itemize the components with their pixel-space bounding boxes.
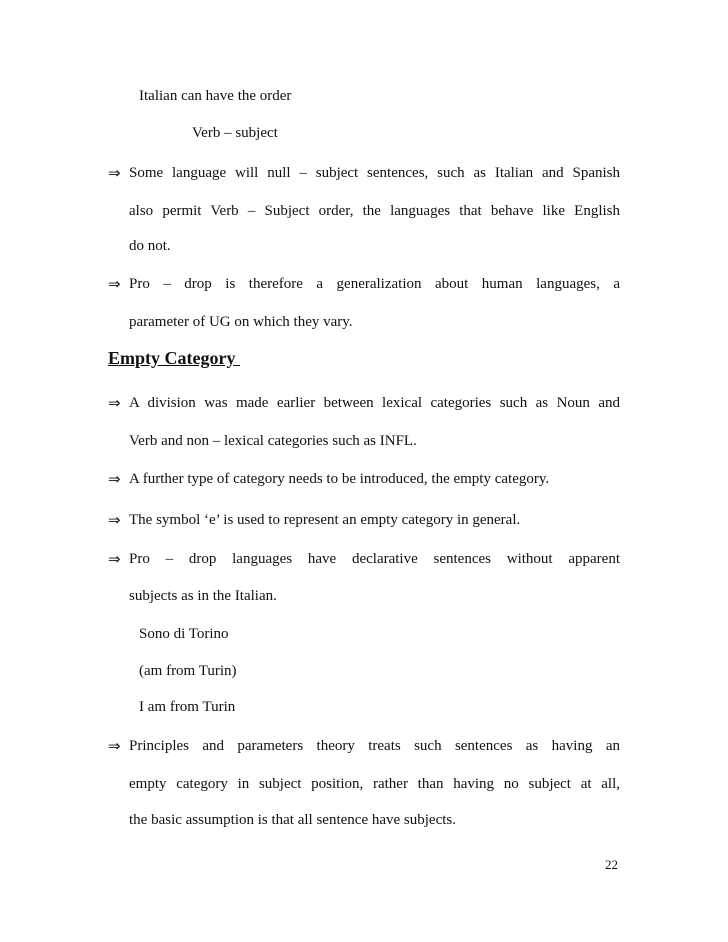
bullet-3-line-2: Verb and non – lexical categories such as INFL. — [129, 433, 417, 449]
arrow-icon: ⇒ — [108, 737, 121, 755]
arrow-icon: ⇒ — [108, 275, 121, 293]
bullet-1-line-3: do not. — [129, 238, 171, 254]
bullet-7-line-3: the basic assumption is that all sentence have subjects. — [129, 812, 456, 828]
arrow-icon: ⇒ — [108, 511, 121, 529]
bullet-1-line-2: also permit Verb – Subject order, the languages that behave like English — [129, 203, 620, 219]
bullet-2-line-2: parameter of UG on which they vary. — [129, 314, 353, 330]
bullet-2-line-1: Pro – drop is therefore a generalization about human languages, a — [129, 276, 620, 292]
page-number: 22 — [605, 857, 618, 872]
example-line-3: I am from Turin — [139, 699, 236, 715]
arrow-icon: ⇒ — [108, 470, 121, 488]
bullet-6-line-1: Pro – drop languages have declarative sentences without apparent — [129, 551, 620, 567]
intro-line-1: Italian can have the order — [139, 88, 292, 104]
bullet-6-line-2: subjects as in the Italian. — [129, 588, 277, 604]
bullet-7-line-2: empty category in subject position, rather than having no subject at all, — [129, 776, 620, 792]
example-line-2: (am from Turin) — [139, 663, 237, 679]
bullet-7-line-1: Principles and parameters theory treats such sentences as having an — [129, 738, 620, 754]
arrow-icon: ⇒ — [108, 550, 121, 568]
example-line-1: Sono di Torino — [139, 626, 229, 642]
intro-line-2: Verb – subject — [192, 125, 278, 141]
bullet-4-line-1: A further type of category needs to be introduced, the empty category. — [129, 471, 550, 487]
bullet-1-line-1: Some language will null – subject sentences, such as Italian and Spanish — [129, 165, 620, 181]
arrow-icon: ⇒ — [108, 164, 121, 182]
arrow-icon: ⇒ — [108, 394, 121, 412]
bullet-5-line-1: The symbol ‘e’ is used to represent an empty category in general. — [129, 512, 521, 528]
section-heading: Empty Category — [108, 348, 240, 368]
bullet-3-line-1: A division was made earlier between lexical categories such as Noun and — [129, 395, 620, 411]
